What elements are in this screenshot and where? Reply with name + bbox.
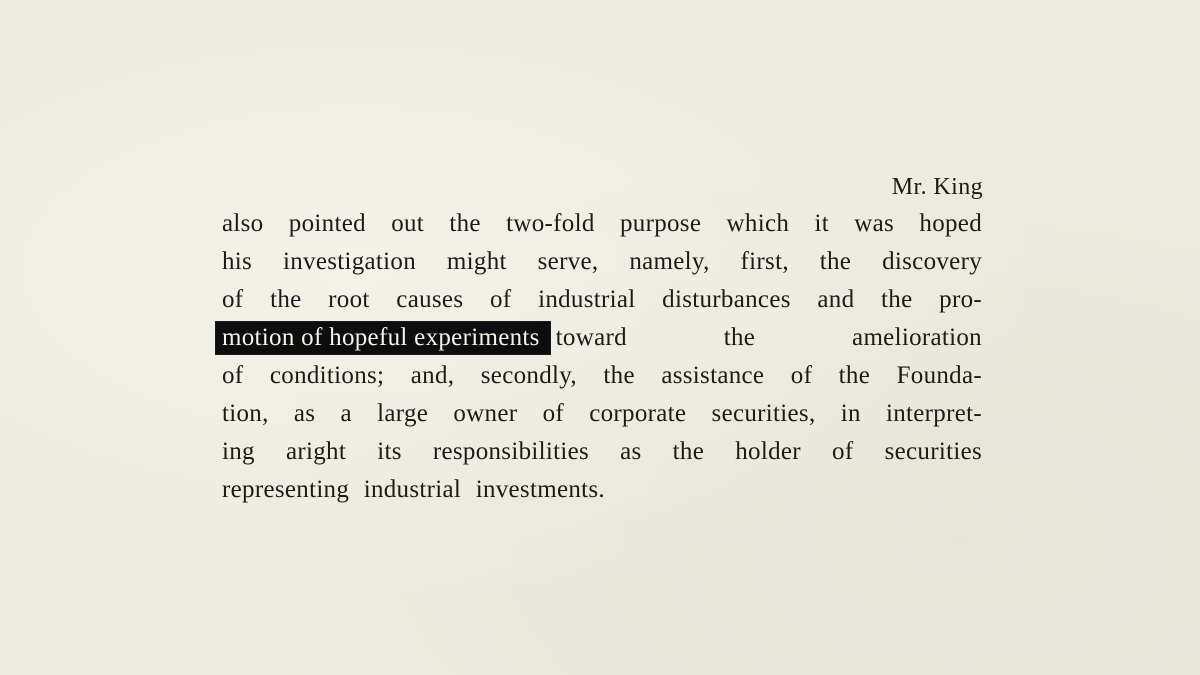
text-line-4: [222, 321, 982, 355]
text-line-1: also pointed out the two-fold purpose which it was hoped: [222, 210, 982, 237]
text-line-3: of the root causes of industrial disturbances and the pro-: [222, 286, 982, 313]
text-line-8: representing industrial investments.: [222, 476, 605, 503]
text-line-7: ing aright its responsibilities as the holder of securities: [222, 438, 982, 465]
text-line-6: tion, as a large owner of corporate securities, in interpret-: [222, 400, 982, 427]
text-line-4-rest: toward the amelioration: [555, 324, 982, 351]
text-line-5: of conditions; and, secondly, the assistance of the Founda-: [222, 362, 982, 389]
speaker-name: Mr. King: [891, 174, 983, 200]
text-line-2: his investigation might serve, namely, first, the discovery: [222, 248, 982, 275]
highlighted-phrase: motion of hopeful experiments: [216, 322, 550, 354]
